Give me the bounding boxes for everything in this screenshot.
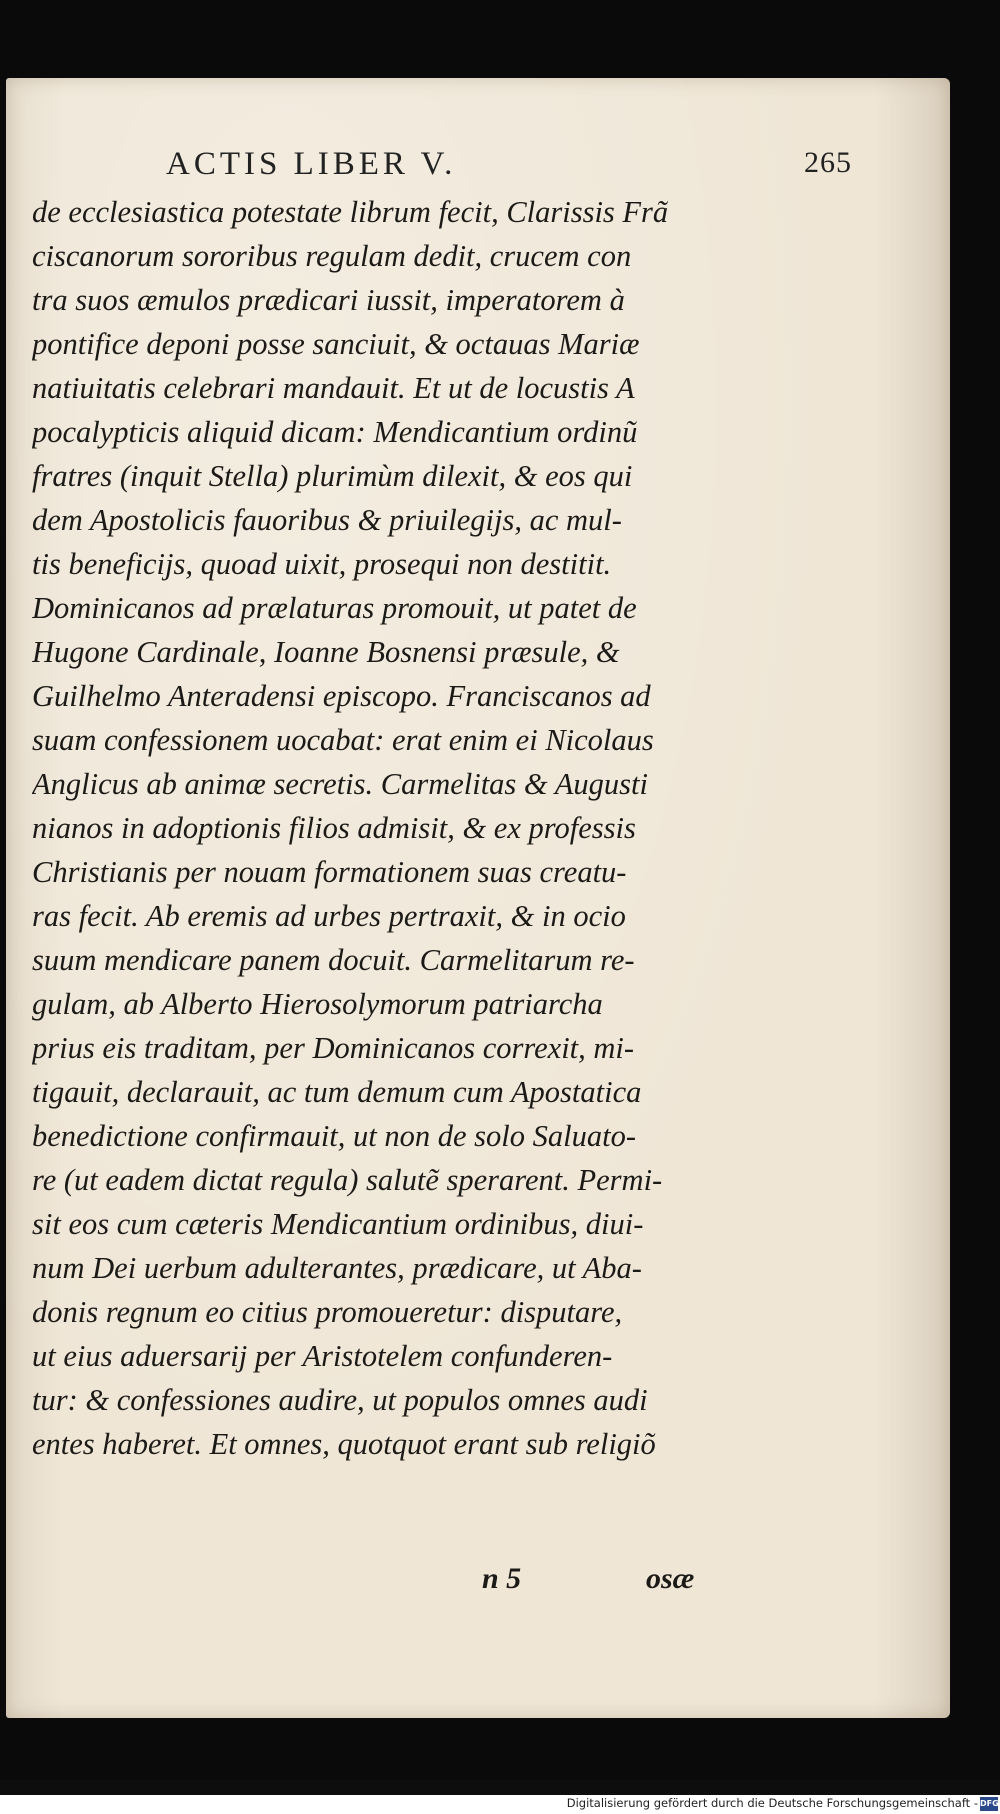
- text-line: de ecclesiastica potestate librum fecit, Clarissis Frã: [32, 195, 669, 229]
- text-line: Dominicanos ad prælaturas promouit, ut patet de: [32, 591, 637, 625]
- text-line: tur: & confessiones audire, ut populos omnes audi: [32, 1383, 648, 1417]
- text-line: entes haberet. Et omnes, quotquot erant sub religiõ: [32, 1427, 656, 1461]
- text-line: tra suos æmulos prædicari iussit, imperatorem à: [32, 283, 625, 317]
- text-line: benedictione confirmauit, ut non de solo Saluato-: [32, 1119, 636, 1153]
- text-line: Christianis per nouam formationem suas creatu-: [32, 855, 627, 889]
- running-head-title: ACTIS LIBER V.: [166, 146, 457, 182]
- text-line: suum mendicare panem docuit. Carmelitarum re-: [32, 943, 635, 977]
- text-line: pocalypticis aliquid dicam: Mendicantium ordinũ: [32, 415, 638, 449]
- text-line: natiuitatis celebrari mandauit. Et ut de locustis A: [32, 371, 635, 405]
- body-text: [32, 190, 932, 1466]
- text-line: gulam, ab Alberto Hierosolymorum patriarcha: [32, 987, 603, 1021]
- dfg-logo: DFG: [980, 1797, 998, 1811]
- text-line: pontifice deponi posse sanciuit, & octauas Mariæ: [32, 327, 640, 361]
- text-line: nianos in adoptionis filios admisit, & ex professis: [32, 811, 636, 845]
- text-line: donis regnum eo citius promoueretur: disputare,: [32, 1295, 623, 1329]
- text-line: re (ut eadem dictat regula) salutẽ sperarent. Permi-: [32, 1163, 663, 1197]
- text-line: ras fecit. Ab eremis ad urbes pertraxit, & in ocio: [32, 899, 626, 933]
- text-line: prius eis traditam, per Dominicanos correxit, mi-: [32, 1031, 635, 1065]
- credit-bar: [0, 1795, 1000, 1814]
- text-line: ciscanorum sororibus regulam dedit, crucem con: [32, 239, 632, 273]
- text-line: fratres (inquit Stella) plurimùm dilexit, & eos qui: [32, 459, 633, 493]
- digitization-credit: Digitalisierung gefördert durch die Deutsche Forschungsgemeinschaft -: [566, 1796, 978, 1810]
- page-footer-marks: [482, 1562, 882, 1602]
- page-number: 265: [804, 146, 852, 179]
- text-line: Guilhelmo Anteradensi episcopo. Franciscanos ad: [32, 679, 651, 713]
- signature-mark: n 5: [482, 1562, 522, 1595]
- catchword: osæ: [646, 1562, 695, 1595]
- text-line: dem Apostolicis fauoribus & priuilegijs, ac mul-: [32, 503, 622, 537]
- text-line: Hugone Cardinale, Ioanne Bosnensi præsule, &: [32, 635, 620, 669]
- text-line: num Dei uerbum adulterantes, prædicare, ut Aba-: [32, 1251, 642, 1285]
- book-page: [6, 78, 950, 1718]
- text-line: sit eos cum cæteris Mendicantium ordinibus, diui-: [32, 1207, 644, 1241]
- text-line: ut eius aduersarij per Aristotelem confunderen-: [32, 1339, 613, 1373]
- text-line: suam confessionem uocabat: erat enim ei Nicolaus: [32, 723, 654, 757]
- text-line: Anglicus ab animæ secretis. Carmelitas & Augusti: [32, 767, 648, 801]
- text-line: tis beneficijs, quoad uixit, prosequi non destitit.: [32, 547, 612, 581]
- text-line: tigauit, declarauit, ac tum demum cum Apostatica: [32, 1075, 642, 1109]
- running-head: [166, 146, 886, 186]
